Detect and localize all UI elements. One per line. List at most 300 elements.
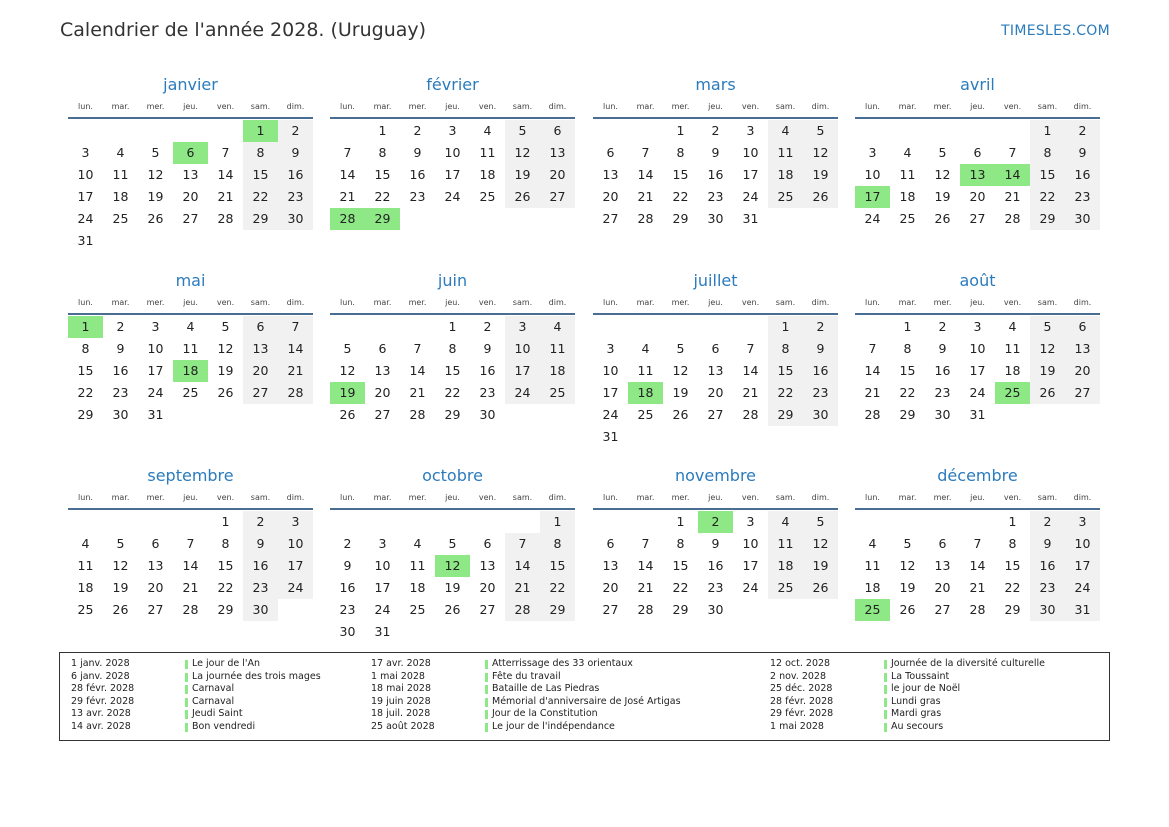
weekday-label: dim. [1073, 298, 1092, 307]
day-cell: 16 [934, 363, 951, 378]
weekday-label: mar. [636, 493, 655, 502]
day-cell: 19 [672, 385, 689, 400]
month-name: août [959, 271, 996, 290]
empty-day-cell [400, 621, 435, 643]
empty-day-cell [470, 208, 505, 230]
weekday-label: dim. [1073, 493, 1092, 502]
holiday-day-cell: 25 [995, 382, 1030, 404]
weekday-header [330, 295, 575, 311]
day-cell: 4 [116, 145, 125, 160]
day-cell: 24 [374, 602, 391, 617]
day-cell: 30 [1065, 208, 1100, 230]
holiday-date: 12 oct. 2028 [770, 658, 831, 669]
week-row [330, 208, 575, 230]
day-cell: 27 [969, 211, 986, 226]
day-cell: 14 [742, 363, 759, 378]
day-cell: 22 [77, 385, 94, 400]
day-cell: 25 [112, 211, 129, 226]
day-cell: 26 [1030, 382, 1065, 404]
day-cell: 22 [243, 186, 278, 208]
empty-day-cell [663, 426, 698, 448]
month-name: mai [175, 271, 206, 290]
weekday-label: ven. [478, 102, 497, 111]
weekday-label: sam. [1037, 298, 1058, 307]
day-cell: 11 [112, 167, 129, 182]
weekday-label: mar. [373, 298, 392, 307]
day-cell: 10 [374, 558, 391, 573]
header-divider [330, 508, 575, 510]
day-cell: 16 [339, 580, 356, 595]
day-cell: 25 [479, 189, 496, 204]
holiday-day-cell: 1 [68, 316, 103, 338]
day-cell: 11 [77, 558, 94, 573]
day-cell: 17 [444, 167, 461, 182]
empty-day-cell [925, 511, 960, 533]
empty-day-cell [435, 621, 470, 643]
day-cell: 23 [479, 385, 496, 400]
empty-day-cell [365, 511, 400, 533]
holiday-day-cell: 28 [330, 208, 365, 230]
empty-day-cell [855, 511, 890, 533]
day-cell: 22 [899, 385, 916, 400]
day-cell: 2 [243, 511, 278, 533]
day-cell: 9 [483, 341, 492, 356]
day-cell: 18 [479, 167, 496, 182]
weekday-label: lun. [603, 298, 618, 307]
empty-day-cell [890, 511, 925, 533]
day-cell: 16 [1030, 555, 1065, 577]
day-cell: 28 [1004, 211, 1021, 226]
weekday-label: mar. [636, 298, 655, 307]
day-cell: 9 [1065, 142, 1100, 164]
month-name: septembre [147, 466, 234, 485]
empty-day-cell [505, 404, 540, 426]
holiday-day-cell: 25 [855, 599, 890, 621]
weekday-label: dim. [1073, 102, 1092, 111]
week-row [68, 208, 313, 230]
weekday-label: jeu. [970, 493, 985, 502]
day-cell: 15 [672, 167, 689, 182]
day-cell: 28 [742, 407, 759, 422]
empty-day-cell [593, 120, 628, 142]
day-cell: 12 [803, 142, 838, 164]
day-cell: 22 [768, 382, 803, 404]
day-cell: 28 [278, 382, 313, 404]
weekday-label: mer. [933, 298, 952, 307]
day-cell: 9 [803, 338, 838, 360]
month-calendar [855, 271, 1100, 426]
weekday-label: jeu. [970, 298, 985, 307]
week-row [855, 186, 1100, 208]
day-cell: 19 [444, 580, 461, 595]
day-cell: 5 [903, 536, 912, 551]
holiday-marker [185, 660, 188, 669]
holiday-date: 18 mai 2028 [371, 683, 432, 695]
holiday-marker [485, 673, 488, 682]
holiday-marker [884, 698, 887, 707]
day-cell: 12 [217, 341, 234, 356]
weekday-label: jeu. [708, 102, 723, 111]
day-cell: 15 [444, 363, 461, 378]
empty-day-cell [540, 208, 575, 230]
day-cell: 13 [243, 338, 278, 360]
day-cell: 26 [112, 602, 129, 617]
day-cell: 10 [147, 341, 164, 356]
empty-day-cell [208, 230, 243, 252]
day-cell: 7 [641, 145, 650, 160]
day-cell: 1 [768, 316, 803, 338]
weekday-label: dim. [286, 102, 305, 111]
weekday-label: ven. [741, 298, 760, 307]
day-grid [593, 316, 838, 448]
day-cell: 21 [742, 385, 759, 400]
day-cell: 4 [768, 120, 803, 142]
weekday-label: sam. [775, 298, 796, 307]
day-cell: 7 [973, 536, 982, 551]
day-cell: 11 [768, 142, 803, 164]
day-cell: 27 [707, 407, 724, 422]
holiday-date: 28 févr. 2028 [71, 683, 135, 695]
day-cell: 18 [1004, 363, 1021, 378]
weekday-label: sam. [250, 298, 271, 307]
holiday-date: 6 janv. 2028 [71, 670, 130, 682]
header-divider [68, 117, 313, 119]
day-cell: 6 [711, 341, 720, 356]
day-cell: 16 [1065, 164, 1100, 186]
weekday-label: dim. [811, 298, 830, 307]
weekday-label: jeu. [708, 493, 723, 502]
day-cell: 23 [1065, 186, 1100, 208]
day-cell: 10 [278, 533, 313, 555]
week-row [593, 426, 838, 448]
day-cell: 21 [339, 189, 356, 204]
holiday-name: Le jour de l'An [192, 658, 261, 669]
day-cell: 10 [742, 145, 759, 160]
week-row [855, 338, 1100, 360]
day-cell: 22 [540, 577, 575, 599]
holiday-marker [185, 685, 188, 694]
week-row [68, 533, 313, 555]
empty-day-cell [505, 621, 540, 643]
day-cell: 9 [413, 145, 422, 160]
day-cell: 21 [864, 385, 881, 400]
weekday-label: lun. [340, 102, 355, 111]
day-cell: 29 [217, 602, 234, 617]
weekday-header [68, 490, 313, 506]
day-grid [855, 511, 1100, 621]
day-cell: 13 [147, 558, 164, 573]
day-cell: 14 [182, 558, 199, 573]
day-cell: 18 [77, 580, 94, 595]
day-cell: 24 [742, 189, 759, 204]
week-row [855, 360, 1100, 382]
holiday-name: Mardi gras [891, 708, 942, 720]
week-row [855, 208, 1100, 230]
day-cell: 4 [1008, 319, 1017, 334]
day-cell: 3 [1065, 511, 1100, 533]
weekday-label: jeu. [445, 298, 460, 307]
week-row [593, 186, 838, 208]
day-cell: 18 [768, 164, 803, 186]
holiday-name: La Toussaint [891, 670, 950, 682]
empty-day-cell [243, 404, 278, 426]
day-cell: 10 [77, 167, 94, 182]
empty-day-cell [278, 404, 313, 426]
empty-day-cell [995, 120, 1030, 142]
header-divider [68, 508, 313, 510]
page-title: Calendrier de l'année 2028. (Uruguay) [60, 19, 427, 41]
empty-day-cell [733, 316, 768, 338]
holiday-date: 29 févr. 2028 [71, 695, 135, 707]
holiday-date: 25 déc. 2028 [770, 683, 833, 695]
day-cell: 13 [707, 363, 724, 378]
month-calendar [855, 75, 1100, 230]
day-cell: 8 [448, 341, 457, 356]
day-cell: 10 [1065, 533, 1100, 555]
header-divider [330, 117, 575, 119]
week-row [330, 120, 575, 142]
day-cell: 29 [243, 208, 278, 230]
empty-day-cell [768, 426, 803, 448]
day-cell: 15 [374, 167, 391, 182]
weekday-label: sam. [512, 493, 533, 502]
day-cell: 26 [217, 385, 234, 400]
week-row [330, 164, 575, 186]
day-cell: 20 [602, 580, 619, 595]
weekday-label: dim. [548, 102, 567, 111]
day-cell: 14 [409, 363, 426, 378]
day-cell: 6 [938, 536, 947, 551]
holiday-name: Mémorial d'anniversaire de José Artigas [492, 695, 681, 707]
day-cell: 22 [444, 385, 461, 400]
day-cell: 6 [606, 145, 615, 160]
site-link[interactable]: TIMESLES.COM [1001, 23, 1110, 39]
weekday-label: ven. [216, 102, 235, 111]
holiday-day-cell: 18 [628, 382, 663, 404]
day-cell: 2 [278, 120, 313, 142]
holiday-date: 18 juil. 2028 [371, 708, 431, 720]
day-cell: 29 [540, 599, 575, 621]
empty-day-cell [505, 208, 540, 230]
day-cell: 31 [147, 407, 164, 422]
day-cell: 24 [1065, 577, 1100, 599]
day-cell: 21 [409, 385, 426, 400]
week-row [593, 404, 838, 426]
month-name: janvier [163, 75, 218, 94]
day-cell: 23 [934, 385, 951, 400]
empty-day-cell [505, 511, 540, 533]
day-cell: 11 [540, 338, 575, 360]
header-divider [330, 313, 575, 315]
week-row [593, 555, 838, 577]
day-cell: 6 [606, 536, 615, 551]
day-cell: 13 [540, 142, 575, 164]
weekday-label: ven. [1003, 493, 1022, 502]
weekday-label: dim. [286, 493, 305, 502]
day-cell: 2 [413, 123, 422, 138]
day-cell: 18 [768, 555, 803, 577]
holiday-day-cell: 2 [698, 511, 733, 533]
day-cell: 13 [602, 167, 619, 182]
day-cell: 15 [540, 555, 575, 577]
day-cell: 14 [339, 167, 356, 182]
weekday-label: lun. [603, 493, 618, 502]
holiday-name: Bon vendredi [192, 720, 256, 732]
week-row [855, 555, 1100, 577]
month-name: octobre [422, 466, 483, 485]
day-cell: 17 [1065, 555, 1100, 577]
holiday-date: 2 nov. 2028 [770, 670, 826, 682]
week-row [68, 186, 313, 208]
holiday-marker [185, 710, 188, 719]
day-cell: 14 [969, 558, 986, 573]
month-calendar [593, 466, 838, 621]
day-cell: 1 [378, 123, 387, 138]
day-cell: 16 [112, 363, 129, 378]
day-cell: 27 [934, 602, 951, 617]
day-cell: 22 [672, 189, 689, 204]
day-cell: 5 [343, 341, 352, 356]
day-cell: 30 [112, 407, 129, 422]
week-row [330, 316, 575, 338]
weekday-label: sam. [1037, 493, 1058, 502]
day-grid [593, 511, 838, 621]
empty-day-cell [103, 511, 138, 533]
week-row [855, 511, 1100, 533]
empty-day-cell [173, 511, 208, 533]
day-cell: 7 [221, 145, 230, 160]
weekday-label: jeu. [970, 102, 985, 111]
day-cell: 19 [803, 164, 838, 186]
weekday-label: mer. [408, 102, 427, 111]
week-row [68, 142, 313, 164]
day-cell: 13 [374, 363, 391, 378]
day-cell: 7 [641, 536, 650, 551]
week-row [593, 142, 838, 164]
day-cell: 31 [969, 407, 986, 422]
week-row [68, 382, 313, 404]
empty-day-cell [400, 316, 435, 338]
day-cell: 21 [505, 577, 540, 599]
day-cell: 11 [182, 341, 199, 356]
day-cell: 1 [540, 511, 575, 533]
day-cell: 28 [505, 599, 540, 621]
day-cell: 2 [1065, 120, 1100, 142]
day-cell: 5 [151, 145, 160, 160]
day-cell: 6 [378, 341, 387, 356]
day-cell: 12 [505, 142, 540, 164]
week-row [855, 120, 1100, 142]
day-cell: 27 [540, 186, 575, 208]
day-cell: 5 [938, 145, 947, 160]
day-cell: 4 [903, 145, 912, 160]
day-cell: 8 [676, 536, 685, 551]
day-cell: 12 [339, 363, 356, 378]
day-cell: 8 [243, 142, 278, 164]
day-cell: 26 [899, 602, 916, 617]
day-cell: 7 [186, 536, 195, 551]
day-cell: 25 [899, 211, 916, 226]
day-cell: 4 [186, 319, 195, 334]
day-cell: 7 [278, 316, 313, 338]
weekday-label: mer. [146, 493, 165, 502]
day-cell: 4 [483, 123, 492, 138]
day-cell: 4 [768, 511, 803, 533]
day-cell: 29 [899, 407, 916, 422]
day-cell: 11 [1004, 341, 1021, 356]
holiday-day-cell: 14 [995, 164, 1030, 186]
day-grid [68, 511, 313, 621]
week-row [330, 142, 575, 164]
day-cell: 24 [444, 189, 461, 204]
day-cell: 17 [278, 555, 313, 577]
empty-day-cell [628, 511, 663, 533]
empty-day-cell [330, 511, 365, 533]
day-cell: 29 [768, 404, 803, 426]
day-cell: 26 [803, 186, 838, 208]
weekday-label: jeu. [445, 493, 460, 502]
empty-day-cell [698, 316, 733, 338]
day-cell: 5 [803, 511, 838, 533]
weekday-label: sam. [775, 102, 796, 111]
weekday-label: lun. [603, 102, 618, 111]
day-cell: 20 [934, 580, 951, 595]
weekday-label: mar. [111, 298, 130, 307]
day-cell: 16 [707, 558, 724, 573]
day-cell: 27 [602, 211, 619, 226]
day-cell: 3 [868, 145, 877, 160]
holiday-name: Fête du travail [492, 670, 561, 682]
day-cell: 27 [1065, 382, 1100, 404]
weekday-label: sam. [512, 102, 533, 111]
day-cell: 1 [448, 319, 457, 334]
day-cell: 10 [505, 338, 540, 360]
day-cell: 16 [243, 555, 278, 577]
day-cell: 19 [217, 363, 234, 378]
day-cell: 22 [1030, 186, 1065, 208]
month-calendar [593, 75, 838, 230]
day-cell: 20 [540, 164, 575, 186]
day-cell: 31 [742, 211, 759, 226]
day-cell: 10 [444, 145, 461, 160]
month-name: décembre [937, 466, 1018, 485]
holiday-name: Carnaval [192, 683, 235, 695]
weekday-header [68, 99, 313, 115]
empty-day-cell [173, 230, 208, 252]
week-row [330, 186, 575, 208]
weekday-header [855, 99, 1100, 115]
day-cell: 5 [448, 536, 457, 551]
week-row [330, 338, 575, 360]
month-name: février [426, 75, 479, 94]
weekday-label: lun. [78, 102, 93, 111]
week-row [593, 382, 838, 404]
empty-day-cell [278, 230, 313, 252]
month-calendar [593, 271, 838, 448]
week-row [330, 511, 575, 533]
day-cell: 11 [637, 363, 654, 378]
day-cell: 25 [768, 577, 803, 599]
day-cell: 22 [217, 580, 234, 595]
day-cell: 20 [969, 189, 986, 204]
day-cell: 14 [278, 338, 313, 360]
weekday-label: mer. [408, 298, 427, 307]
day-cell: 14 [217, 167, 234, 182]
day-cell: 10 [864, 167, 881, 182]
empty-day-cell [628, 426, 663, 448]
day-cell: 12 [672, 363, 689, 378]
month-calendar [330, 466, 575, 643]
